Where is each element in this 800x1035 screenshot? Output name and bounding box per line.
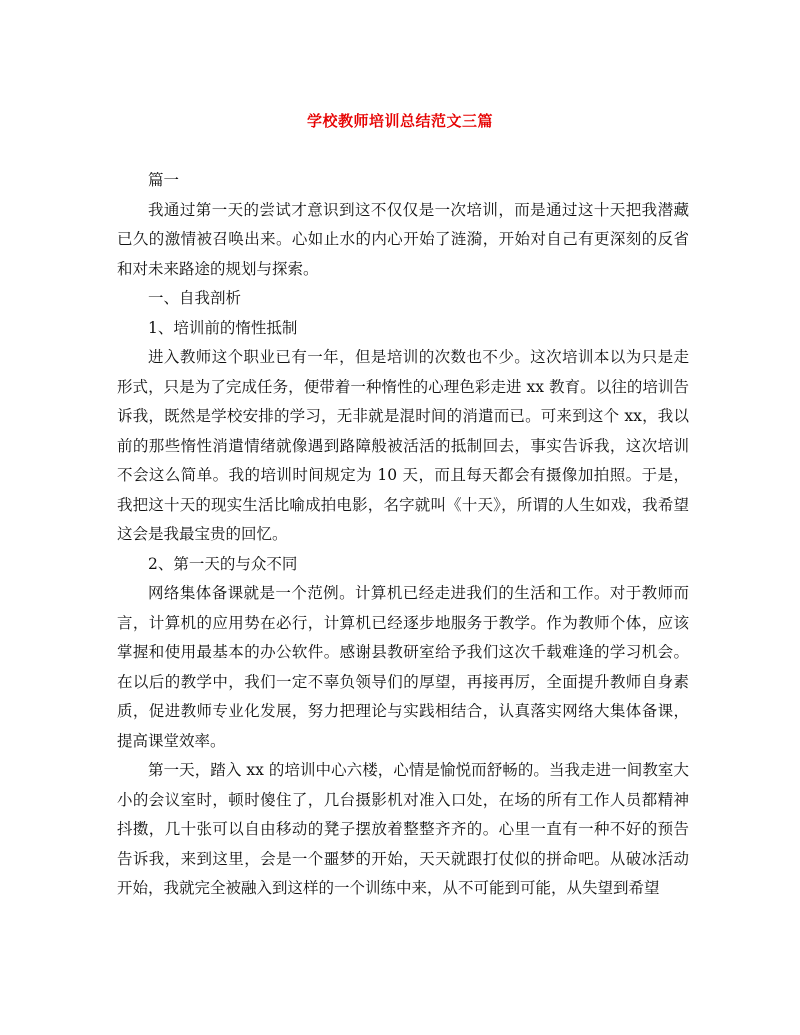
section-heading-self-analysis: 一、自我剖析 [148, 289, 242, 307]
subsection-heading-2: 2、第一天的与众不同 [148, 554, 298, 573]
body-paragraph: 网络集体备课就是一个范例。计算机已经走进我们的生活和工作。对于教师而言，计算机的应用势在必行，计算机已经逐步地服务于教学。作为教师个体，应该掌握和使用最基本的办公软件。感谢县教研室给予我们这次千载难逢的学习机会。在以后的教学中，我们一定不辜负领导们的厚望，再接再厉，全面提升教师自身素质，促进教师专业化发展，努力把理论与实践相结合，认真落实网络大集体备课，提高课堂效率。 [117, 584, 689, 750]
body-paragraph: 第一天，踏入 xx 的培训中心六楼，心情是愉悦而舒畅的。当我走进一间教室大小的会议室时，顿时傻住了，几台摄影机对准入口处，在场的所有工作人员都精神抖擞，几十张可以自由移动的凳子摆放着整整齐齐的。心里一直有一种不好的预告告诉我，来到这里，会是一个噩梦的开始，天天就跟打仗似的拼命吧。从破冰活动开始，我就完全被融入到这样的一个训练中来，从不可能到可能，从失望到希望 [117, 761, 689, 897]
document-body [117, 166, 689, 904]
body-paragraph: 我通过第一天的尝试才意识到这不仅仅是一次培训，而是通过这十天把我潜藏已久的激情被召唤出来。心如止水的内心开始了涟漪，开始对自己有更深刻的反省和对未来路途的规划与探索。 [117, 200, 689, 278]
subsection-heading-1: 1、培训前的惰性抵制 [148, 318, 298, 337]
body-paragraph: 进入教师这个职业已有一年，但是培训的次数也不少。这次培训本以为只是走形式，只是为了完成任务，便带着一种惰性的心理色彩走进 xx 教育。以往的培训告诉我，既然是学校安排的学习，无非就是混时间的消遣而已。可来到这个 xx，我以前的那些惰性消遣情绪就像遇到路障般被活活的抵制回去，事实告诉我，这次培训不会这么简单。我的培训时间规定为 10 天，而且每天都会有摄像加拍照。于是，我把这十天的现实生活比喻成拍电影，名字就叫《十天》，所谓的人生如戏，我希望这会是我最宝贵的回忆。 [117, 348, 689, 543]
section-heading-pian-yi: 篇一 [148, 171, 180, 189]
document-title: 学校教师培训总结范文三篇 [306, 112, 493, 130]
